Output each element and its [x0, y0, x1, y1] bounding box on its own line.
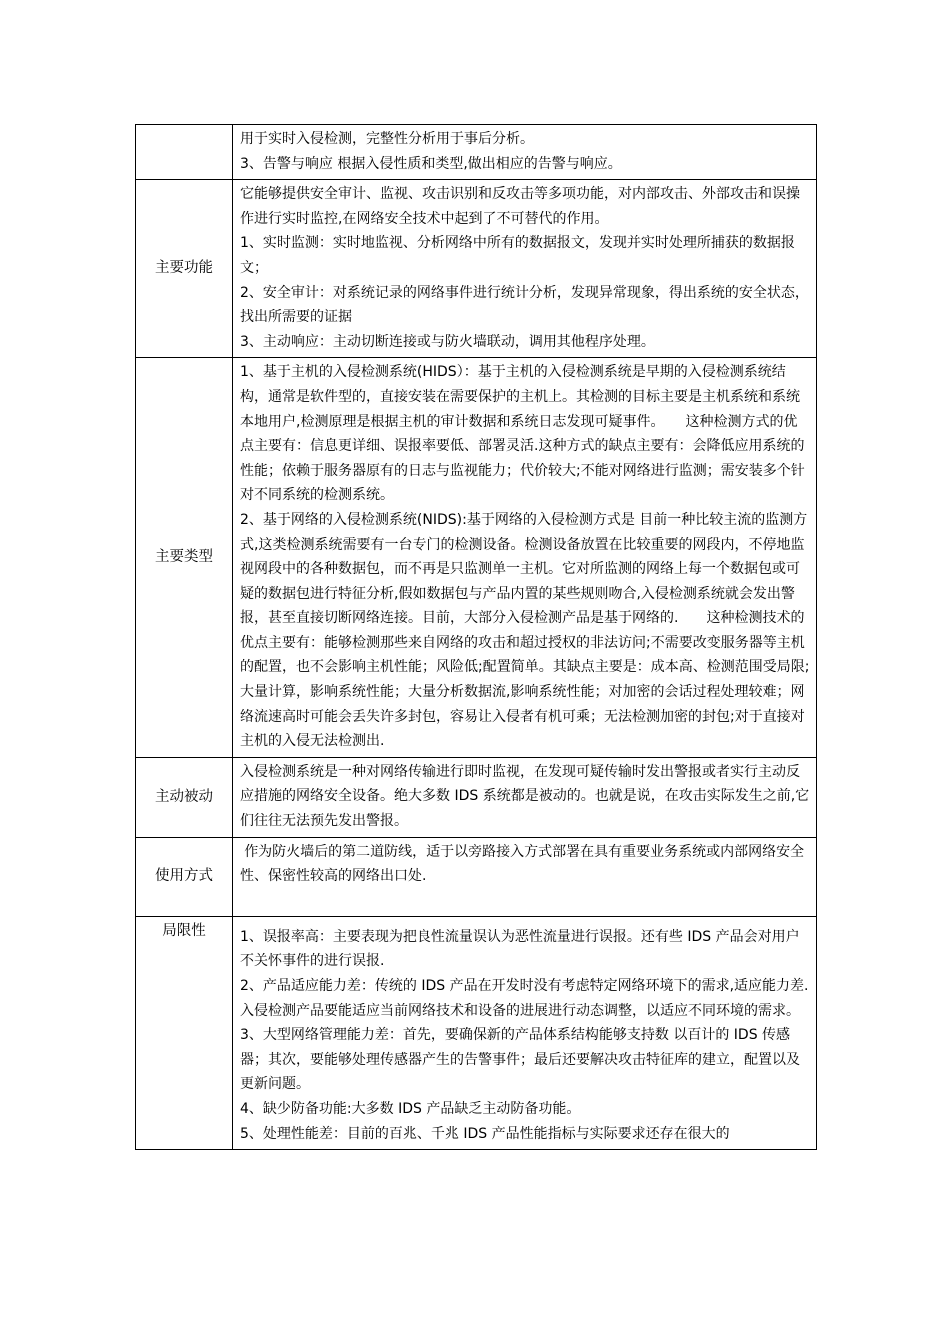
paragraph: 4、缺少防备功能:大多数 IDS 产品缺乏主动防备功能。	[240, 1100, 581, 1117]
table-row-main-functions	[136, 180, 817, 358]
row-label-active-passive: 主动被动	[136, 757, 233, 837]
row-label-usage: 使用方式	[136, 837, 233, 916]
row-label-empty	[136, 125, 233, 180]
blank-line	[240, 889, 810, 913]
row-content-continuation	[233, 125, 817, 180]
paragraph: 3、大型网络管理能力差：首先，要确保新的产品体系结构能够支持数 以百计的 IDS 传感器；其次，要能够处理传感器产生的告警事件；最后还要解决攻击特征库的建立，配置以及更新问题。	[240, 1027, 800, 1093]
table-row-continuation	[136, 125, 817, 180]
paragraph: 入侵检测系统是一种对网络传输进行即时监视，在发现可疑传输时发出警报或者实行主动反应措施的网络安全设备。绝大多数 IDS 系统都是被动的。也就是说，在攻击实际发生之前,它们往往无法预先发出警报。	[240, 763, 810, 830]
paragraph: 它能够提供安全审计、监视、攻击识别和反攻击等多项功能，对内部攻击、外部攻击和误操作进行实时监控,在网络安全技术中起到了不可替代的作用。	[240, 186, 800, 227]
row-content-active-passive	[233, 757, 817, 837]
paragraph: 5、处理性能差：目前的百兆、千兆 IDS 产品性能指标与实际要求还存在很大的	[240, 1125, 730, 1142]
row-label-main-types: 主要类型	[136, 358, 233, 758]
paragraph: 2、基于网络的入侵检测系统(NIDS):基于网络的入侵检测方式是 目前一种比较主流的监测方式,这类检测系统需要有一台专门的检测设备。检测设备放置在比较重要的网段内，不停地监视网段中的各种数据包，而不再是只监测单一主机。它对所监测的网络上每一个数据包或可疑的数据包进行特征分析,假如数据包与产品内置的某些规则吻合,入侵检测系统就会发出警报，甚至直接切断网络连接。目前，大部分入侵检测产品是基于网络的. 这种检测技术的优点主要有：能够检测那些来自网络的攻击和超过授权的非法访问;不需要改变服务器等主机的配置，也不会影响主机性能；风险低;配置简单。其缺点主要是：成本高、检测范围受局限;大量计算，影响系统性能；大量分析数据流,影响系统性能；对加密的会话过程处理较难；网络流速高时可能会丢失许多封包，容易让入侵者有机可乘；无法检测加密的封包;对于直接对主机的入侵无法检测出.	[240, 511, 810, 750]
paragraph: 2、产品适应能力差：传统的 IDS 产品在开发时没有考虑特定网络环境下的需求,适应能力差.入侵检测产品要能适应当前网络技术和设备的进展进行动态调整，以适应不同环境的需求。	[240, 978, 809, 1019]
row-content-limitations	[233, 916, 817, 1149]
table-row-main-types	[136, 358, 817, 758]
table-row-active-passive	[136, 757, 817, 837]
paragraph: 2、安全审计：对系统记录的网络事件进行统计分析，发现异常现象，得出系统的安全状态，找出所需要的证据	[240, 284, 809, 326]
paragraph: 作为防火墙后的第二道防线，适于以旁路接入方式部署在具有重要业务系统或内部网络安全性、保密性较高的网络出口处.	[240, 843, 805, 885]
table-row-usage	[136, 837, 817, 916]
paragraph: 1、实时监测：实时地监视、分析网络中所有的数据报文，发现并实时处理所捕获的数据报文；	[240, 235, 795, 276]
paragraph: 3、告警与响应 根据入侵性质和类型,做出相应的告警与响应。	[240, 155, 622, 172]
row-label-main-functions: 主要功能	[136, 180, 233, 358]
ids-info-table	[135, 124, 817, 1150]
paragraph: 1、基于主机的入侵检测系统(HIDS）：基于主机的入侵检测系统是早期的入侵检测系统结构，通常是软件型的，直接安装在需要保护的主机上。其检测的目标主要是主机系统和系统本地用户,检测原理是根据主机的审计数据和系统日志发现可疑事件。 这种检测方式的优点主要有：信息更详细、误报率要低、部署灵活.这种方式的缺点主要有：会降低应用系统的性能；依赖于服务器原有的日志与监视能力；代价较大;不能对网络进行监测；需安装多个针对不同系统的检测系统。	[240, 364, 805, 504]
paragraph: 1、误报率高：主要表现为把良性流量误认为恶性流量进行误报。还有些 IDS 产品会对用户不关怀事件的进行误报.	[240, 928, 800, 970]
paragraph: 3、主动响应：主动切断连接或与防火墙联动，调用其他程序处理。	[240, 333, 655, 350]
row-label-limitations: 局限性	[136, 916, 233, 1149]
paragraph: 用于实时入侵检测，完整性分析用于事后分析。	[240, 131, 534, 147]
row-content-usage	[233, 837, 817, 916]
table-row-limitations	[136, 916, 817, 1149]
row-content-main-types	[233, 358, 817, 758]
row-content-main-functions	[233, 180, 817, 358]
